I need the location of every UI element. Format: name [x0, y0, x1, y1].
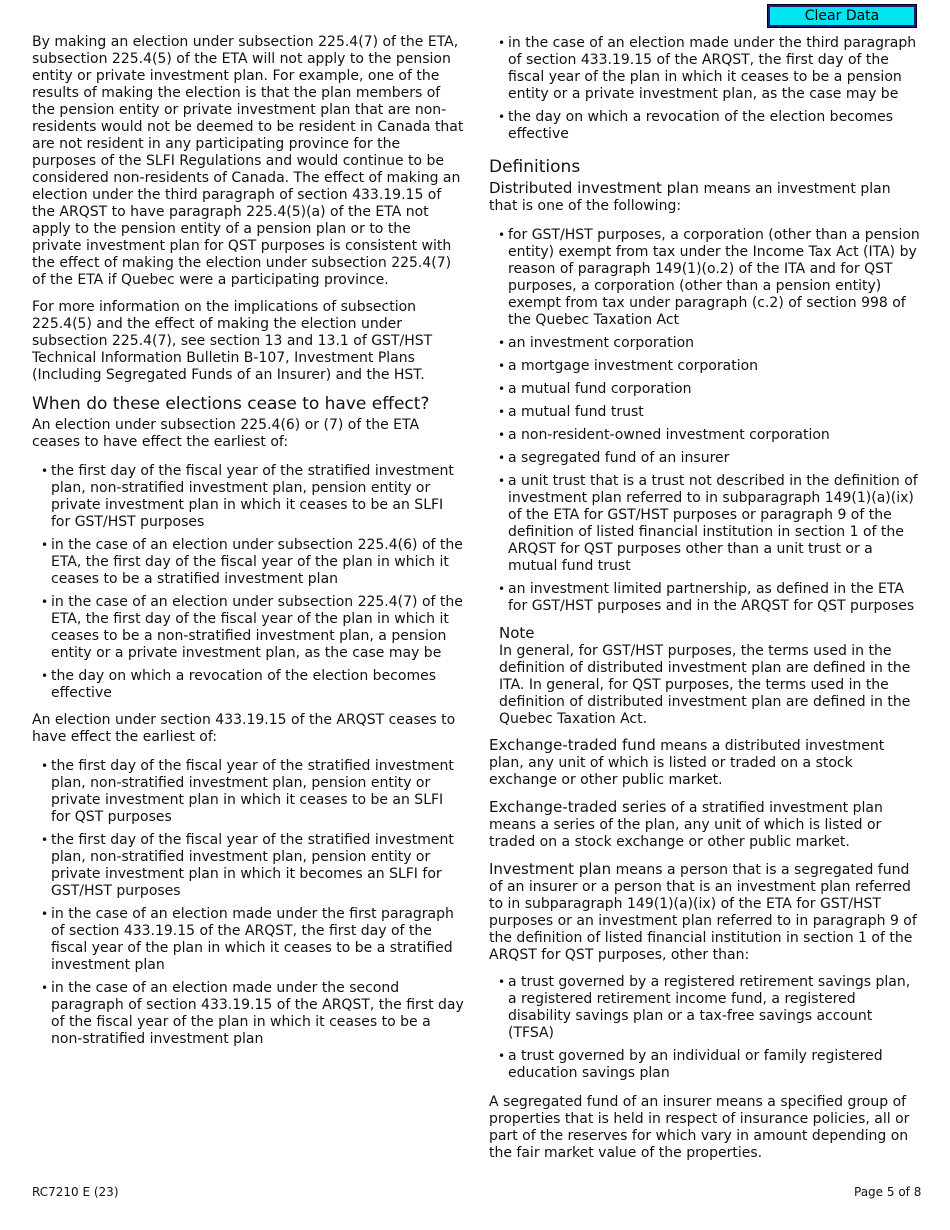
list-item: • the day on which a revocation of the election becomes effective — [41, 668, 464, 702]
list-item: • the first day of the fiscal year of the stratified investment plan, non-stratified investment plan, pension entity or private investment plan in which it ceases to be an SLFI for GST/HST purposes — [41, 463, 464, 531]
list-item: • a trust governed by a registered retirement savings plan, a registered retirement income fund, a registered disability savings plan or a tax-free savings account (TFSA) — [498, 974, 921, 1042]
note-box — [499, 625, 921, 728]
left-column — [32, 34, 464, 1058]
definition-text: means a person that is a segregated fund of an insurer or a person that is an investment plan referred to in subparagraph 149(1)(a)(ix) of the ETA for GST/HST purposes or an investment plan referred to in paragraph 9 of the definition of listed financial institution in section 1 of the ARQST for QST purposes, other than: — [489, 862, 917, 963]
definition-text: means an investment plan that is one of the following: — [489, 181, 891, 214]
investment-plan-exclusions-list — [489, 974, 921, 1082]
election-effect-paragraph: By making an election under subsection 225.4(7) of the ETA, subsection 225.4(5) of the ETA will not apply to the pension entity or private investment plan. For example, one of the results of making the election is that the plan members of the pension entity or private investment plan that are non-residents would not be deemed to be resident in Canada that are not resident in any participating province for the purposes of the SLFI Regulations and would continue to be considered non-residents of Canada. The effect of making an election under the third paragraph of section 433.19.15 of the ARQST to have paragraph 225.4(5)(a) of the ETA not apply to the pension entity of a pension plan or to the private investment plan for QST purposes is consistent with the effect of making the election under subsection 225.4(7) of the ETA if Quebec were a participating province. — [32, 34, 464, 288]
definition-term: Distributed investment plan — [489, 179, 700, 197]
list-item: • a unit trust that is a trust not described in the definition of investment plan referred to in subparagraph 149(1)(a)(ix) of the ETA for GST/HST purposes or paragraph 9 of the definition of listed financial institution in section 1 of the ARQST for QST purposes other than a unit trust or a mutual fund trust — [498, 473, 921, 575]
list-item: • a trust governed by an individual or family registered education savings plan — [498, 1048, 921, 1082]
list-item: • an investment corporation — [498, 335, 921, 352]
more-information-paragraph: For more information on the implications of subsection 225.4(5) and the effect of making the election under subsection 225.4(7), see section 13 and 13.1 of GST/HST Technical Information Bulletin B-107, Investment Plans (Including Segregated Funds of an Insurer) and the HST. — [32, 299, 433, 383]
arqst-election-intro: An election under section 433.19.15 of the ARQST ceases to have effect the earliest of: — [32, 712, 456, 745]
definition-text: means a distributed investment plan, any unit of which is listed or traded on a stock exchange or other public market. — [489, 738, 885, 788]
definition-term: Investment plan — [489, 860, 612, 878]
distributed-investment-plan-list — [489, 227, 921, 615]
exchange-traded-series-definition — [489, 799, 921, 851]
list-item: • a mutual fund corporation — [498, 381, 921, 398]
definition-text: of a stratified investment plan means a series of the plan, any unit of which is listed or traded on a stock exchange or other public market. — [489, 800, 883, 850]
list-item: • in the case of an election made under the second paragraph of section 433.19.15 of the ARQST, the first day of the fiscal year of the plan in which it ceases to be a non-stratified investment plan — [41, 980, 464, 1048]
list-item: • a mutual fund trust — [498, 404, 921, 421]
list-item: • in the case of an election under subsection 225.4(7) of the ETA, the first day of the fiscal year of the plan in which it ceases to be a non-stratified investment plan, a pension entity or a private investment plan, as the case may be — [41, 594, 464, 662]
exchange-traded-fund-definition — [489, 737, 921, 789]
clear-data-button[interactable]: Clear Data — [768, 5, 916, 27]
arqst-cease-list-continued — [489, 35, 921, 143]
eta-election-intro: An election under subsection 225.4(6) or (7) of the ETA ceases to have effect the earliest of: — [32, 417, 420, 450]
arqst-cease-list — [32, 758, 464, 1048]
page-number: Page 5 of 8 — [854, 1185, 922, 1199]
definition-term: Exchange-traded fund — [489, 736, 656, 754]
list-item: • in the case of an election under subsection 225.4(6) of the ETA, the first day of the fiscal year of the plan in which it ceases to be a stratified investment plan — [41, 537, 464, 588]
note-title: Note — [499, 624, 535, 642]
definitions-heading: Definitions — [489, 157, 581, 177]
list-item: • the first day of the fiscal year of the stratified investment plan, non-stratified investment plan, pension entity or private investment plan in which it ceases to be an SLFI for QST purposes — [41, 758, 464, 826]
list-item: • a non-resident-owned investment corporation — [498, 427, 921, 444]
list-item: • in the case of an election made under the third paragraph of section 433.19.15 of the ARQST, the first day of the fiscal year of the plan in which it ceases to be a pension entity or a private investment plan, as the case may be — [498, 35, 921, 103]
distributed-investment-plan-definition — [489, 180, 921, 215]
eta-cease-list — [32, 463, 464, 702]
investment-plan-definition — [489, 861, 921, 964]
list-item: • for GST/HST purposes, a corporation (other than a pension entity) exempt from tax under the Income Tax Act (ITA) by reason of paragraph 149(1)(o.2) of the ITA and for QST purposes, a corporation (other than a pension entity) exempt from tax under paragraph (c.2) of section 998 of the Quebec Taxation Act — [498, 227, 921, 329]
list-item: • the first day of the fiscal year of the stratified investment plan, non-stratified investment plan, pension entity or private investment plan in which it becomes an SLFI for GST/HST purposes — [41, 832, 464, 900]
segregated-fund-paragraph: A segregated fund of an insurer means a specified group of properties that is held in respect of insurance policies, all or part of the reserves for which vary in amount depending on the fair market value of the properties. — [489, 1094, 910, 1161]
right-column — [489, 35, 921, 1172]
cease-effect-heading: When do these elections cease to have effect? — [32, 394, 430, 414]
form-identifier: RC7210 E (23) — [32, 1185, 119, 1199]
list-item: • an investment limited partnership, as defined in the ETA for GST/HST purposes and in the ARQST for QST purposes — [498, 581, 921, 615]
list-item: • a mortgage investment corporation — [498, 358, 921, 375]
definition-term: Exchange-traded series — [489, 798, 667, 816]
list-item: • the day on which a revocation of the election becomes effective — [498, 109, 921, 143]
note-text: In general, for GST/HST purposes, the terms used in the definition of distributed investment plan are defined in the ITA. In general, for QST purposes, the terms used in the definition of distributed investment plan are defined in the Quebec Taxation Act. — [499, 643, 911, 727]
list-item: • in the case of an election made under the first paragraph of section 433.19.15 of the ARQST, the first day of the fiscal year of the plan in which it ceases to be a stratified investment plan — [41, 906, 464, 974]
list-item: • a segregated fund of an insurer — [498, 450, 921, 467]
